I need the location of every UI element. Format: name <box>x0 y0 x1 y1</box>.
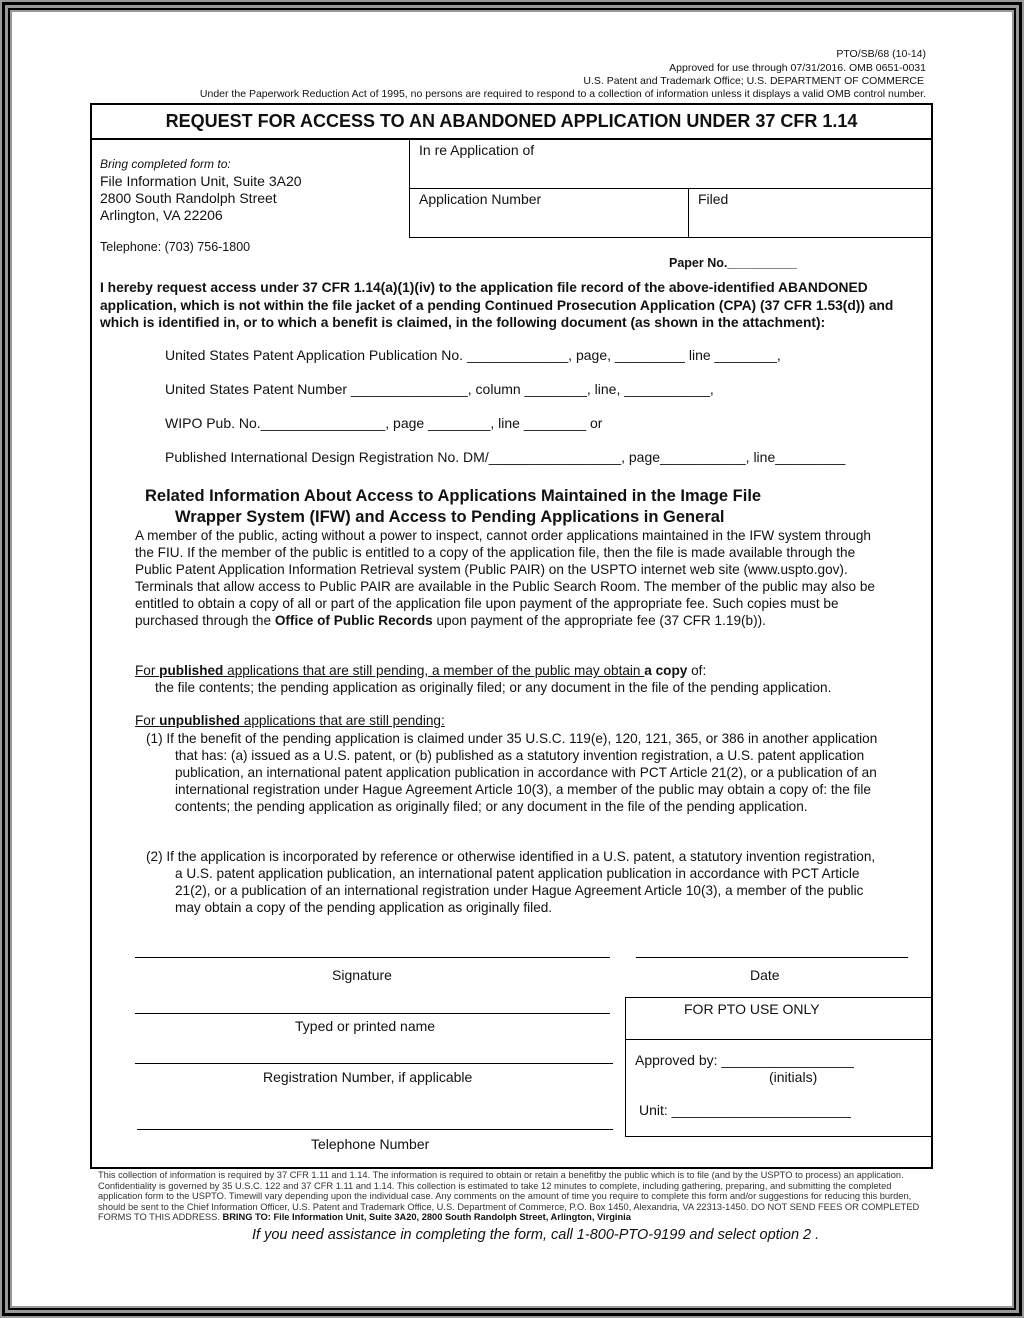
signature-label: Signature <box>332 967 392 983</box>
filed-field[interactable] <box>688 188 931 238</box>
doc-patent[interactable]: United States Patent Number _______________, column ________, line, ___________, <box>165 381 714 397</box>
unpublished-item-2: (2) If the application is incorporated by reference or otherwise identified in a U.S. patent, a statutory invention registration, a U.S. patent application publication, an international patent application publication in accordance with PCT Article 21(2), or a publication of an international registration under Hague Agreement Article 10(3), a member of the public may obtain a copy of the pending application as originally filed. <box>146 849 876 915</box>
initials-label: (initials) <box>769 1069 818 1085</box>
text: applications that are still pending, a member of the public may obtain <box>223 663 645 678</box>
telephone-label: Telephone Number <box>311 1136 430 1152</box>
pto-title: FOR PTO USE ONLY <box>684 1001 820 1017</box>
approved-by: Approved by: _________________ <box>635 1052 854 1068</box>
published-heading <box>135 663 706 678</box>
typed-name-line[interactable] <box>135 1013 610 1014</box>
bring-label: Bring completed form to: <box>100 157 231 171</box>
text: For <box>135 663 160 678</box>
text: unpublished <box>159 713 240 728</box>
related-heading-2: Wrapper System (IFW) and Access to Pending Applications in General <box>175 508 725 526</box>
registration-line[interactable] <box>135 1063 613 1064</box>
bring-to: BRING TO: File Information Unit, Suite 3A20, 2800 South Randolph Street, Arlington, Virginia <box>222 1212 631 1223</box>
telephone: Telephone: (703) 756-1800 <box>100 240 251 254</box>
form-id: PTO/SB/68 (10-14) <box>836 48 926 60</box>
in-re-field[interactable] <box>409 140 931 189</box>
text: This collection of information is required by 37 CFR 1.11 and 1.14. The information is required to obtain or retain a benefitby the public which is to file (and by the USPTO to process) an application. Confidentiality is governed by 35 U.S.C. 122 and 37 CFR 1.11 and 1.14. This collection is estimated to take 12 minutes to complete, including gathering, preparing, and submitting the completed application form to the USPTO. Timewill vary depending upon the individual case. Any comments on the amount of time you require to complete this form and/or suggestions for reducing this burden, should be sent to the Chief Information Officer, U.S. Patent and Trademark Office, U.S. Department of Commerce, P.O. Box 1450, Alexandria, VA 22313-1450. DO NOT SEND FEES OR COMPLETED FORMS TO THIS ADDRESS. <box>98 1170 920 1223</box>
doc-design[interactable]: Published International Design Registration No. DM/_________________, page___________, line_________ <box>165 449 846 465</box>
burden-statement <box>98 1170 928 1223</box>
text: upon payment of the appropriate fee (37 CFR 1.19(b)). <box>432 613 766 628</box>
bring-line2: 2800 South Randolph Street <box>100 190 277 206</box>
in-re-label: In re Application of <box>419 142 535 158</box>
agency: U.S. Patent and Trademark Office; U.S. DEPARTMENT OF COMMERCE <box>583 75 924 87</box>
related-heading-1: Related Information About Access to Applications Maintained in the Image File <box>145 487 762 505</box>
application-number-field[interactable] <box>409 188 689 238</box>
related-paragraph <box>135 527 887 629</box>
request-statement: I hereby request access under 37 CFR 1.14(a)(1)(iv) to the application file record of the above-identified ABANDONED application, which is not within the file jacket of a pending Continued Prosecution Application (CPA) (37 CFR 1.53(d)) and which is identified in, or to which a benefit is claimed, in the following document (as shown in the attachment): <box>100 280 894 330</box>
doc-publication[interactable]: United States Patent Application Publication No. _____________, page, _________ line ________, <box>165 347 781 363</box>
application-number-label: Application Number <box>419 191 542 207</box>
typed-name-label: Typed or printed name <box>295 1018 436 1034</box>
text: published <box>159 663 224 678</box>
text: A member of the public, acting without a power to inspect, cannot order applications maintained in the IFW system through the FIU. If the member of the public is entitled to a copy of the application file, then the file is made available through the Public Patent Application Information Retrieval system (Public PAIR) on the USPTO internet web site (www.uspto.gov). Terminals that allow access to Public PAIR are available in the Public Search Room. The member of the public may also be entitled to obtain a copy of all or part of the application file upon payment of the appropriate fee. Such copies must be purchased through the <box>135 528 875 628</box>
unit-field: Unit: _______________________ <box>639 1102 851 1118</box>
text: of: <box>687 663 707 678</box>
text: For <box>135 713 160 728</box>
signature-line[interactable] <box>135 957 610 958</box>
registration-label: Registration Number, if applicable <box>263 1069 473 1085</box>
approval: Approved for use through 07/31/2016. OMB 0651-0031 <box>669 62 926 74</box>
unpublished-heading <box>135 713 445 728</box>
date-line[interactable] <box>636 957 908 958</box>
paperwork-notice: Under the Paperwork Reduction Act of 1995, no persons are required to respond to a collection of information unless it displays a valid OMB control number. <box>199 88 926 100</box>
unpublished-item-1: (1) If the benefit of the pending application is claimed under 35 U.S.C. 119(e), 120, 121, 365, or 386 in another application that has: (a) issued as a U.S. patent, or (b) published as a statutory invention registration, a U.S. patent application publication, an international patent application publication in accordance with PCT Article 21(2), or a publication of an international registration under Hague Agreement Article 10(3), a member of the public may obtain a copy of: the file contents; the pending application as originally filed; or any document in the file of the pending application. <box>146 731 878 814</box>
doc-wipo[interactable]: WIPO Pub. No.________________, page ________, line ________ or <box>165 415 603 431</box>
telephone-line[interactable] <box>137 1129 613 1130</box>
pto-divider <box>625 1039 932 1040</box>
paper-no: Paper No.__________ <box>669 256 797 270</box>
text: applications that are still pending: <box>239 713 445 728</box>
assistance-note: If you need assistance in completing the form, call 1-800-PTO-9199 and select option 2 . <box>252 1227 820 1243</box>
bring-line1: File Information Unit, Suite 3A20 <box>100 173 302 189</box>
form-title: REQUEST FOR ACCESS TO AN ABANDONED APPLICATION UNDER 37 CFR 1.14 <box>90 103 933 140</box>
text: a copy <box>644 663 688 678</box>
filed-label: Filed <box>698 191 729 207</box>
date-label: Date <box>750 967 780 983</box>
bring-line3: Arlington, VA 22206 <box>100 207 223 223</box>
office-of-public-records: Office of Public Records <box>274 613 433 628</box>
published-contents: the file contents; the pending application as originally filed; or any document in the file of the pending application. <box>155 680 832 695</box>
